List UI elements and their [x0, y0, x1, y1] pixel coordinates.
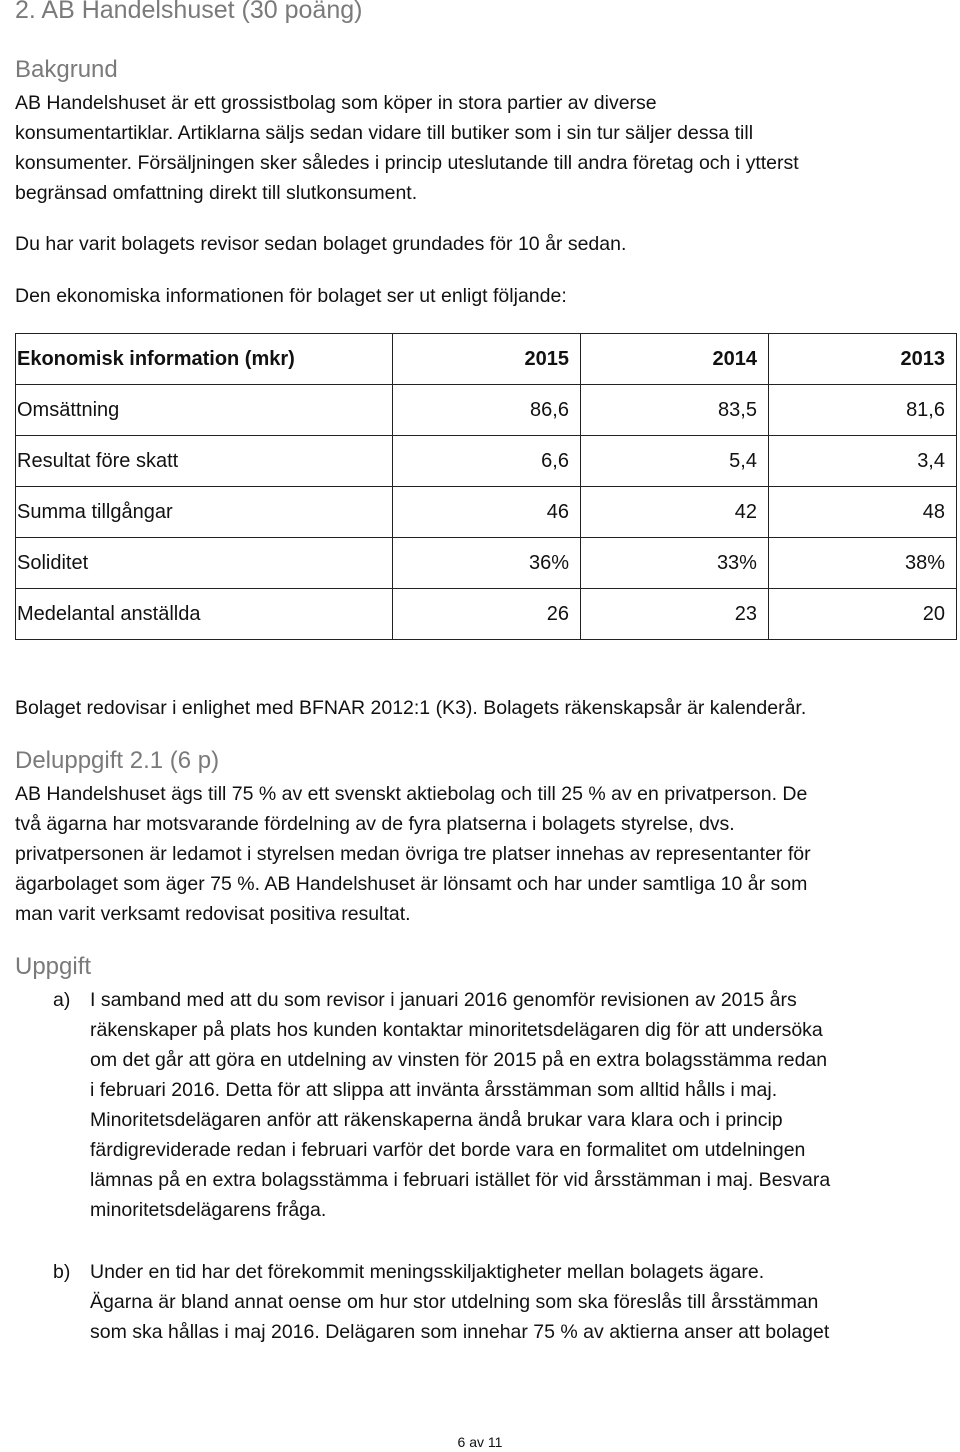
accounting-note — [15, 693, 960, 723]
text-line: om det går att göra en utdelning av vinsten för 2015 på en extra bolagsstämma redan — [90, 1049, 828, 1071]
table-cell: 23 — [580, 589, 768, 640]
header-cell: Ekonomisk information (mkr) — [16, 334, 393, 385]
task-marker: a) — [53, 989, 71, 1011]
text-line: Ägarna är bland annat oense om hur stor utdelning som ska föreslås till årsstämman — [90, 1291, 819, 1313]
table-cell: 5,4 — [580, 436, 768, 487]
table-cell: 6,6 — [393, 436, 581, 487]
deluppgift-paragraph — [15, 779, 960, 929]
bakgrund-paragraph-1 — [15, 88, 960, 208]
table-cell: 3,4 — [768, 436, 956, 487]
table-cell: 81,6 — [768, 385, 956, 436]
header-cell: 2015 — [393, 334, 581, 385]
text-line: Du har varit bolagets revisor sedan bolaget grundades för 10 år sedan. — [15, 233, 627, 255]
task-marker: b) — [53, 1261, 71, 1283]
text-line: Under en tid har det förekommit meningsskiljaktigheter mellan bolagets ägare. — [90, 1261, 765, 1283]
table-cell: 36% — [393, 538, 581, 589]
table-cell: 48 — [768, 487, 956, 538]
text-line: konsumentartiklar. Artiklarna säljs sedan vidare till butiker som i sin tur säljer dessa till — [15, 122, 754, 144]
text-line: Bolaget redovisar i enlighet med BFNAR 2012:1 (K3). Bolagets räkenskapsår är kalenderår. — [15, 697, 807, 719]
page-number: 6 av 11 — [457, 1434, 503, 1450]
task-text — [90, 1257, 960, 1347]
table-cell: 83,5 — [580, 385, 768, 436]
heading-bakgrund: Bakgrund — [15, 56, 118, 83]
table-cell: 86,6 — [393, 385, 581, 436]
row-label: Summa tillgångar — [16, 487, 393, 538]
text-line: AB Handelshuset ägs till 75 % av ett svenskt aktiebolag och till 25 % av en privatperson. De — [15, 783, 808, 805]
text-line: färdigreviderade redan i februari varför det borde vara en formalitet om utdelningen — [90, 1139, 806, 1161]
text-line: som ska hållas i maj 2016. Delägaren som innehar 75 % av aktierna anser att bolaget — [90, 1321, 830, 1343]
text-line: privatpersonen är ledamot i styrelsen medan övriga tre platser innehas av representanter för — [15, 843, 811, 865]
text-line: i februari 2016. Detta för att slippa att invänta årsstämman som alltid hålls i maj. — [90, 1079, 778, 1101]
row-label: Medelantal anställda — [16, 589, 393, 640]
table-header-row — [16, 334, 957, 385]
table-row — [16, 589, 957, 640]
table-cell: 20 — [768, 589, 956, 640]
text-line: Minoritetsdelägaren anför att räkenskaperna ändå brukar vara klara och i princip — [90, 1109, 783, 1131]
table-row — [16, 538, 957, 589]
table-cell: 42 — [580, 487, 768, 538]
text-line: räkenskaper på plats hos kunden kontaktar minoritetsdelägaren dig för att undersöka — [90, 1019, 823, 1041]
table-row — [16, 487, 957, 538]
row-label: Omsättning — [16, 385, 393, 436]
text-line: lämnas på en extra bolagsstämma i februari istället för vid årsstämman i maj. Besvara — [90, 1169, 831, 1191]
table-row — [16, 385, 957, 436]
bakgrund-paragraph-3 — [15, 281, 960, 311]
text-line: man varit verksamt redovisat positiva resultat. — [15, 903, 411, 925]
text-line: två ägarna har motsvarande fördelning av de fyra platserna i bolagets styrelse, dvs. — [15, 813, 735, 835]
table-cell: 46 — [393, 487, 581, 538]
bakgrund-paragraph-2 — [15, 229, 960, 259]
section-title: 2. AB Handelshuset (30 poäng) — [15, 0, 363, 24]
text-line: konsumenter. Försäljningen sker således i princip uteslutande till andra företag och i ytterst — [15, 152, 799, 174]
header-cell: 2014 — [580, 334, 768, 385]
financial-table — [15, 333, 957, 640]
row-label: Resultat före skatt — [16, 436, 393, 487]
text-line: begränsad omfattning direkt till slutkonsument. — [15, 182, 418, 204]
text-line: ägarbolaget som äger 75 %. AB Handelshuset är lönsamt och har under samtliga 10 år som — [15, 873, 808, 895]
text-line: AB Handelshuset är ett grossistbolag som köper in stora partier av diverse — [15, 92, 657, 114]
task-text — [90, 985, 960, 1225]
heading-uppgift: Uppgift — [15, 953, 92, 980]
table-cell: 26 — [393, 589, 581, 640]
text-line: Den ekonomiska informationen för bolaget ser ut enligt följande: — [15, 285, 567, 307]
header-cell: 2013 — [768, 334, 956, 385]
text-line: minoritetsdelägarens fråga. — [90, 1199, 327, 1221]
table-cell: 38% — [768, 538, 956, 589]
text-line: I samband med att du som revisor i januari 2016 genomför revisionen av 2015 års — [90, 989, 797, 1011]
row-label: Soliditet — [16, 538, 393, 589]
heading-deluppgift: Deluppgift 2.1 (6 p) — [15, 747, 220, 774]
table-cell: 33% — [580, 538, 768, 589]
table-row — [16, 436, 957, 487]
